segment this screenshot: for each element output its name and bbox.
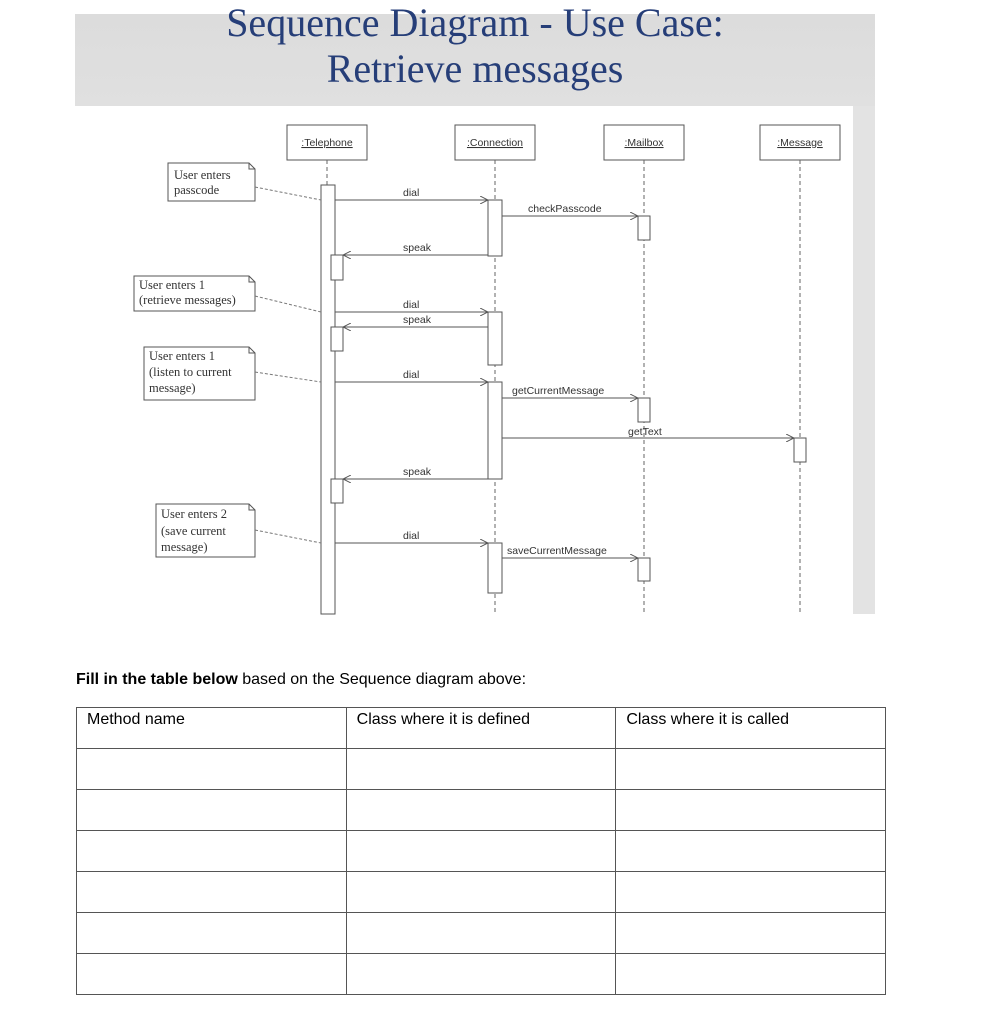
table-cell[interactable] — [346, 913, 616, 954]
table-row — [77, 913, 886, 954]
svg-text:User enters: User enters — [174, 168, 231, 182]
svg-text:(retrieve messages): (retrieve messages) — [139, 293, 236, 307]
message-get-text — [502, 426, 794, 438]
activation-telephone-speak-2 — [331, 327, 343, 351]
table-row — [77, 749, 886, 790]
svg-text:(listen to current: (listen to current — [149, 365, 232, 379]
table-cell[interactable] — [616, 790, 886, 831]
message-check-passcode — [502, 203, 638, 216]
message-speak-2 — [343, 314, 488, 327]
svg-text:User enters 2: User enters 2 — [161, 507, 227, 521]
table-cell[interactable] — [77, 749, 347, 790]
object-mailbox-label: :Mailbox — [624, 137, 664, 149]
svg-text:User enters 1: User enters 1 — [139, 278, 205, 292]
svg-text:dial: dial — [403, 530, 420, 542]
table-cell[interactable] — [346, 872, 616, 913]
activation-connection-3 — [488, 382, 502, 479]
object-message-label: :Message — [777, 137, 823, 149]
table-row — [77, 790, 886, 831]
message-dial-3 — [335, 369, 488, 382]
note-save — [156, 504, 321, 557]
object-telephone — [287, 125, 367, 160]
message-dial-1 — [335, 187, 488, 200]
activation-connection-2 — [488, 312, 502, 365]
object-connection — [455, 125, 535, 160]
svg-text:dial: dial — [403, 187, 420, 199]
activation-connection-4 — [488, 543, 502, 593]
table-cell[interactable] — [346, 749, 616, 790]
answer-table — [76, 707, 886, 995]
note-listen — [144, 347, 321, 400]
message-dial-4 — [335, 530, 488, 543]
activation-telephone-speak-1 — [331, 255, 343, 280]
message-get-current-message — [502, 385, 638, 398]
note-retrieve — [134, 276, 321, 312]
table-cell[interactable] — [616, 872, 886, 913]
activation-telephone — [321, 185, 335, 614]
activation-message — [794, 438, 806, 462]
svg-text:passcode: passcode — [174, 183, 220, 197]
header-method-name: Method name — [77, 708, 347, 749]
activation-telephone-speak-3 — [331, 479, 343, 503]
slide-title-line2: Retrieve messages — [326, 46, 624, 91]
object-message — [760, 125, 840, 160]
object-mailbox — [604, 125, 684, 160]
instruction-bold: Fill in the table below — [76, 671, 238, 688]
svg-text:speak: speak — [403, 242, 432, 254]
svg-text:(save current: (save current — [161, 524, 226, 538]
svg-text:speak: speak — [403, 466, 432, 478]
table-row — [77, 872, 886, 913]
svg-text:dial: dial — [403, 369, 420, 381]
svg-text:saveCurrentMessage: saveCurrentMessage — [507, 545, 607, 557]
note-passcode — [168, 163, 321, 201]
instruction-text — [76, 671, 526, 689]
table-cell[interactable] — [77, 831, 347, 872]
activation-mailbox-3 — [638, 558, 650, 581]
slide-title-line1: Sequence Diagram - Use Case: — [226, 0, 724, 45]
svg-text:getText: getText — [628, 426, 662, 438]
svg-text:getCurrentMessage: getCurrentMessage — [512, 385, 605, 397]
table-cell[interactable] — [77, 790, 347, 831]
svg-text:checkPasscode: checkPasscode — [528, 203, 602, 215]
message-speak-3 — [343, 466, 488, 479]
activation-mailbox-2 — [638, 398, 650, 422]
table-cell[interactable] — [77, 913, 347, 954]
table-cell[interactable] — [616, 749, 886, 790]
svg-text:message): message) — [161, 540, 208, 554]
svg-text:User enters 1: User enters 1 — [149, 349, 215, 363]
table-cell[interactable] — [346, 790, 616, 831]
instruction-rest: based on the Sequence diagram above: — [237, 671, 527, 688]
table-header-row — [77, 708, 886, 749]
object-connection-label: :Connection — [466, 137, 524, 149]
table-cell[interactable] — [77, 954, 347, 995]
table-cell[interactable] — [346, 831, 616, 872]
activation-mailbox-1 — [638, 216, 650, 240]
table-cell[interactable] — [616, 913, 886, 954]
table-cell[interactable] — [616, 831, 886, 872]
message-dial-2 — [335, 299, 488, 312]
table-row — [77, 831, 886, 872]
table-cell[interactable] — [616, 954, 886, 995]
message-save-current-message — [502, 545, 638, 558]
svg-text:message): message) — [149, 381, 196, 395]
svg-text:speak: speak — [403, 314, 432, 326]
object-telephone-label: :Telephone — [301, 137, 353, 149]
svg-text:dial: dial — [403, 299, 420, 311]
table-cell[interactable] — [346, 954, 616, 995]
table-cell[interactable] — [77, 872, 347, 913]
table-row — [77, 954, 886, 995]
header-class-called: Class where it is called — [616, 708, 886, 749]
header-class-defined: Class where it is defined — [346, 708, 616, 749]
activation-connection-1 — [488, 200, 502, 256]
message-speak-1 — [343, 242, 488, 255]
